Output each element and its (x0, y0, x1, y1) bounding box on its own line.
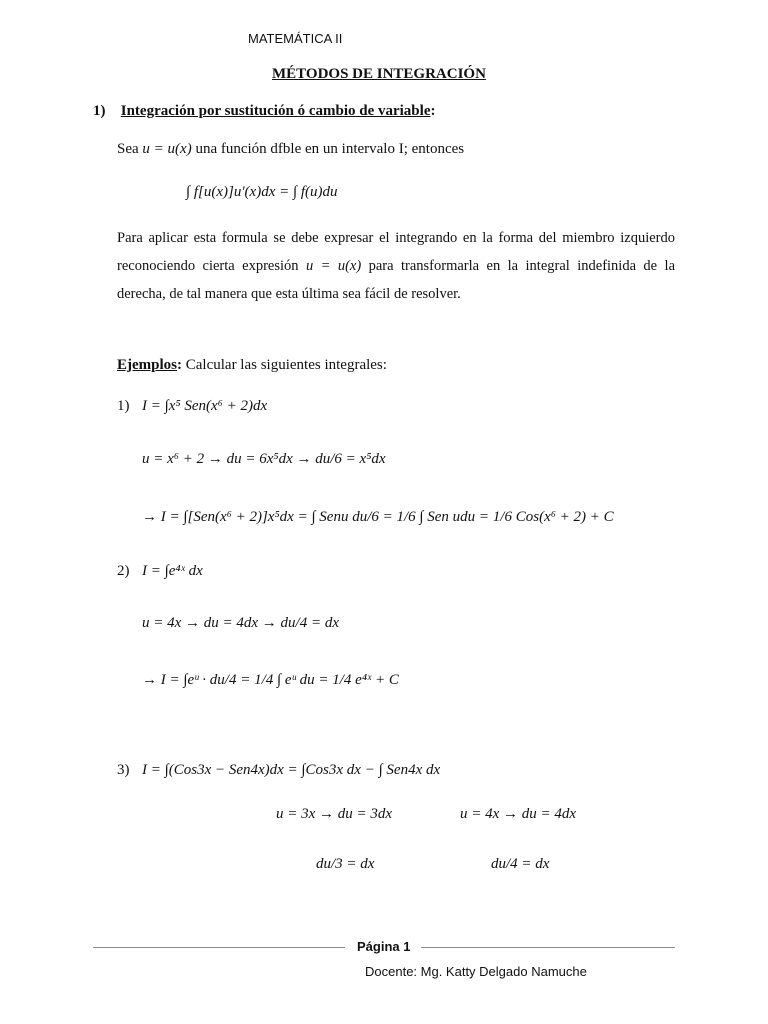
example-1-substitution: u = x⁶ + 2 → du = 6x⁵dx → du/6 = x⁵dx (142, 451, 386, 467)
explanation-part1: Para aplicar esta formula se debe expresar el integrando en la forma del miembro izquierdo reconociendo cierta expresión (117, 230, 675, 274)
example-3-frac-left: du/3 = dx (316, 856, 375, 872)
example-3-frac-right: du/4 = dx (491, 856, 550, 872)
explanation-paragraph (117, 224, 675, 308)
substitution-formula: ∫ f[u(x)]u'(x)dx = ∫ f(u)du (186, 184, 338, 200)
sea-prefix: Sea (117, 141, 139, 157)
page-number: Página 1 (357, 939, 411, 954)
examples-label: Ejemplos (117, 357, 177, 373)
example-3-integral: I = ∫(Cos3x − Sen4x)dx = ∫Cos3x dx − ∫ Sen4x dx (142, 762, 441, 778)
example-1-integral: I = ∫x⁵ Sen(x⁶ + 2)dx (142, 398, 268, 414)
course-header: MATEMÁTICA II (248, 31, 343, 46)
example-3-sub-left: u = 3x → du = 3dx (276, 806, 393, 822)
footer-rule-right (421, 947, 675, 948)
footer-rule-left (93, 947, 345, 948)
example-3-number: 3) (117, 762, 130, 778)
intro-line (117, 141, 464, 158)
section-title: Integración por sustitución ó cambio de variable (120, 103, 431, 119)
example-2-integral: I = ∫e⁴ˣ dx (142, 563, 203, 579)
teacher-credit: Docente: Mg. Katty Delgado Namuche (365, 964, 587, 979)
sea-expression: u = u(x) (142, 141, 192, 157)
examples-intro: Calcular las siguientes integrales: (185, 357, 387, 373)
examples-header: Ejemplos: Calcular las siguientes integrales: (117, 357, 387, 373)
section-heading (93, 103, 435, 120)
example-1-number: 1) (117, 398, 130, 414)
section-colon: : (430, 103, 436, 119)
example-3-sub-right: u = 4x → du = 4dx (460, 806, 577, 822)
sea-suffix: una función dfble en un intervalo I; entonces (195, 141, 465, 157)
example-1-result: → I = ∫[Sen(x⁶ + 2)]x⁵dx = ∫ Senu du/6 = 1/6 ∫ Sen udu = 1/6 Cos(x⁶ + 2) + C (142, 509, 614, 525)
section-number: 1) (93, 103, 106, 119)
example-2-number: 2) (117, 563, 130, 579)
explanation-part2: para transformarla en la integral indefinida de la derecha, de tal manera que esta última sea fácil de resolver. (117, 258, 676, 302)
example-2-substitution: u = 4x → du = 4dx → du/4 = dx (142, 615, 340, 631)
page-title: MÉTODOS DE INTEGRACIÓN (272, 66, 486, 82)
example-2-result: → I = ∫eᵘ · du/4 = 1/4 ∫ eᵘ du = 1/4 e⁴ˣ + C (142, 672, 399, 688)
explanation-expr: u = u(x) (305, 258, 362, 274)
